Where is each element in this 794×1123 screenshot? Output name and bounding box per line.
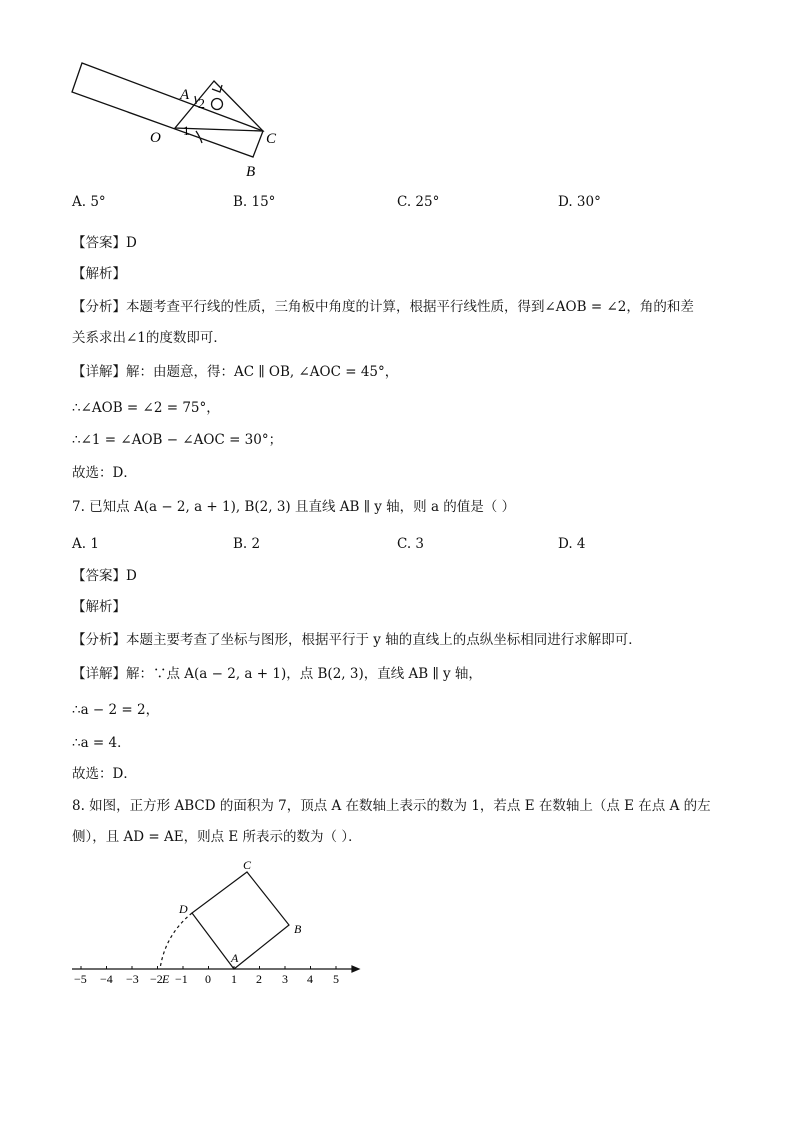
q8-stem-line2: 侧），且 AD = AE，则点 E 所表示的数为（ ）． — [72, 829, 362, 845]
tick-label-n4: −4 — [100, 972, 113, 986]
label-D: D — [179, 902, 188, 916]
label-1: 1 — [183, 123, 190, 138]
tick-label-2: 2 — [256, 972, 262, 986]
q6-jiexi: 【解析】 — [72, 266, 126, 282]
tick-label-1: 1 — [231, 972, 237, 986]
q7-answer: 【答案】D — [72, 568, 137, 584]
label-2: 2 — [198, 97, 205, 112]
q6-step2: ∴∠1 = ∠AOB − ∠AOC = 30°； — [72, 432, 283, 448]
q6-step1: ∴∠AOB = ∠2 = 75°， — [72, 400, 220, 416]
q6-option-a: A. 5° — [72, 194, 106, 210]
q7-option-d: D. 4 — [558, 536, 586, 552]
q7-choose: 故选：D． — [72, 766, 137, 782]
label-C: C — [243, 858, 252, 872]
label-O: O — [150, 130, 161, 146]
figure-ruler-triangle — [60, 58, 300, 183]
q6-analysis-line1: 【分析】本题考查平行线的性质，三角板中角度的计算，根据平行线性质，得到∠AOB = ∠2，角的和差 — [72, 299, 694, 315]
q7-jiexi: 【解析】 — [72, 599, 126, 615]
tick-label-n5: −5 — [74, 972, 87, 986]
q7-step2: ∴a = 4． — [72, 735, 131, 751]
ruler-shape — [72, 63, 263, 157]
label-C: C — [266, 131, 277, 147]
square-ABCD — [192, 872, 289, 969]
q7-option-b: B. 2 — [233, 536, 261, 552]
tick-label-n2: −2 — [150, 972, 163, 986]
q6-choose: 故选：D． — [72, 465, 137, 481]
right-angle-mark — [212, 85, 222, 92]
tick-label-0: 0 — [205, 972, 211, 986]
tick-label-3: 3 — [282, 972, 288, 986]
q6-option-b: B. 15° — [233, 194, 276, 210]
axis-arrow — [352, 966, 359, 972]
tick-label-n3: −3 — [126, 972, 139, 986]
q7-option-c: C. 3 — [397, 536, 425, 552]
dashed-arc — [160, 913, 192, 969]
label-B: B — [294, 922, 302, 936]
q6-option-d: D. 30° — [558, 194, 601, 210]
label-E: E — [162, 972, 170, 986]
q7-detail: 【详解】解：∵点 A(a − 2, a + 1)，点 B(2, 3)，直线 AB ∥ y 轴， — [72, 666, 482, 682]
q7-option-a: A. 1 — [72, 536, 99, 552]
triangle-hole — [212, 99, 223, 110]
q7-stem: 7. 已知点 A(a − 2, a + 1), B(2, 3) 且直线 AB ∥ y 轴，则 a 的值是（ ） — [72, 499, 516, 515]
q6-analysis-line2: 关系求出∠1的度数即可． — [72, 330, 227, 346]
tick-label-n1: −1 — [175, 972, 188, 986]
figure-number-line-square — [60, 855, 370, 990]
tick-label-4: 4 — [307, 972, 313, 986]
tick-label-5: 5 — [333, 972, 339, 986]
label-A: A — [180, 87, 190, 103]
q6-detail: 【详解】解：由题意，得：AC ∥ OB, ∠AOC = 45°， — [72, 364, 399, 380]
q8-stem-line1: 8. 如图，正方形 ABCD 的面积为 7，顶点 A 在数轴上表示的数为 1，若点 E 在数轴上（点 E 在点 A 的左 — [72, 798, 711, 814]
label-A: A — [231, 951, 239, 965]
q7-analysis: 【分析】本题主要考查了坐标与图形，根据平行于 y 轴的直线上的点纵坐标相同进行求解即可． — [72, 632, 642, 648]
label-B: B — [246, 164, 256, 180]
q6-answer: 【答案】D — [72, 235, 137, 251]
q7-step1: ∴a − 2 = 2， — [72, 702, 160, 718]
q6-option-c: C. 25° — [397, 194, 440, 210]
